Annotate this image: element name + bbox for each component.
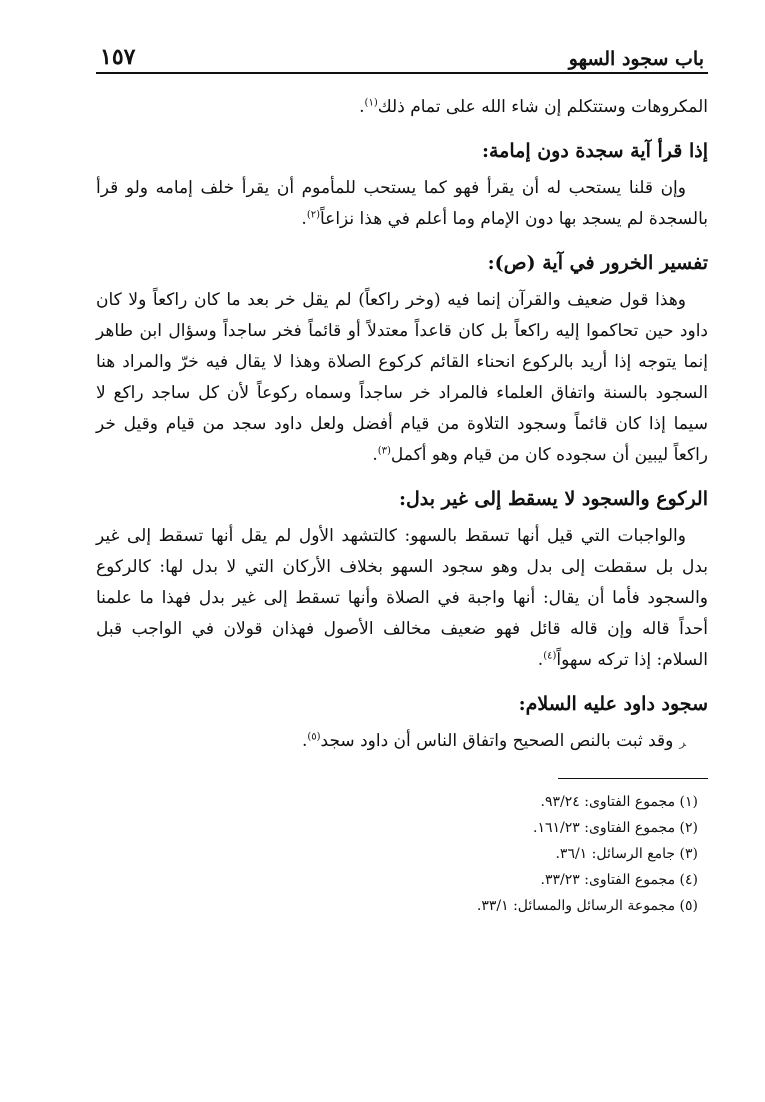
paragraph-end: . [537,650,544,670]
footnote-item [96,893,698,919]
footnote-item [96,815,698,841]
footnote-list [96,789,708,919]
margin-mark: ﺮ [679,735,686,749]
paragraph-text: والواجبات التي قيل أنها تسقط بالسهو: كالتشهد الأول لم يقل أنها تسقط إلى غير بدل بل سقطت إلى بدل وهو سجود السهو بخلاف الأركان التي لا بدل لها: كالركوع والسجود فأما أن يقال: أنها واجبة في الصلاة وأنها تسقط إلى غير بدل فهذا ما علمنا أحداً قاله وإن قاله قائل فهو ضعيف مخالف الأصول فهذان قولان في الواجب قبل السلام: إذا تركه سهواً [96,526,708,670]
footnote-number: (٢) [679,820,698,836]
footnote-divider [558,778,708,779]
footnote-item [96,867,698,893]
paragraph-text: وهذا قول ضعيف والقرآن إنما فيه (وخر راكعاً) لم يقل خر بعد ما كان راكعاً ولا كان داود حين تحاكموا إليه راكعاً بل كان قاعداً معتدلاً أو قائماً فخر ساجداً وسؤال ابن طاهر إنما يتوجه إذا أريد بالركوع انحناء القائم كركوع الصلاة وهذا لا يقال فيه خرّ والمراد هنا السجود بالسنة واتفاق العلماء فالمراد خر ساجداً وسماه ركوعاً لأن كل ساجد راكع لا سيما إذا كان قائماً وسجود التلاوة من قيام أفضل ولعل داود سجد من قيام وقيل خر راكعاً ليبين أن سجوده كان من قيام وهو أكمل [96,290,708,465]
section-heading: تفسير الخرور في آية (ص): [487,252,708,274]
body-paragraph [96,285,708,471]
book-page [96,36,708,919]
body-paragraph [96,726,708,758]
footnote-text: مجموع الفتاوى: ٣٣/٢٣. [540,872,676,888]
paragraph-end: . [372,445,378,465]
footnote-text: جامع الرسائل: ٣٦/١. [555,846,676,862]
footnote-text: مجموع الفتاوى: ١٦١/٢٣. [533,820,676,836]
paragraph-text: المكروهات وستتكلم إن شاء الله على تمام ذلك [377,97,708,117]
paragraph-end: . [301,209,307,229]
body-paragraph [96,173,708,235]
footnote-text: مجموع الفتاوى: ٩٣/٢٤. [540,794,676,810]
running-head [96,36,708,74]
footnote-ref[interactable]: (٢) [306,209,320,221]
page-body [96,92,708,758]
footnote-ref[interactable]: (٥) [307,731,321,743]
footnote-number: (٥) [679,898,698,914]
footnote-ref[interactable]: (٤) [543,650,557,662]
section-heading: سجود داود عليه السلام: [518,693,708,715]
footnote-text: مجموعة الرسائل والمسائل: ٣٣/١. [476,898,676,914]
section-heading: إذا قرأ آية سجدة دون إمامة: [481,140,708,162]
footnote-number: (٤) [679,872,698,888]
footnote-item [96,789,698,815]
paragraph-text: وإن قلنا يستحب له أن يقرأ فهو كما يستحب للمأموم أن يقرأ خلف إمامه ولو قرأ بالسجدة لم يسجد بها دون الإمام وما أعلم في هذا نزاعاً [96,178,708,229]
section-heading: الركوع والسجود لا يسقط إلى غير بدل: [398,488,708,510]
body-paragraph [96,521,708,676]
footnote-number: (٣) [679,846,698,862]
paragraph-text: وقد ثبت بالنص الصحيح واتفاق الناس أن داود سجد [320,731,674,751]
footnote-number: (١) [679,794,698,810]
paragraph-end: . [301,731,308,751]
footnote-ref[interactable]: (٣) [377,445,391,457]
chapter-title: باب سجود السهو [568,48,704,70]
body-paragraph [96,92,708,123]
page-number: ١٥٧ [100,44,136,70]
footnote-ref[interactable]: (١) [364,97,378,109]
paragraph-end: . [359,97,365,117]
footnote-item [96,841,698,867]
